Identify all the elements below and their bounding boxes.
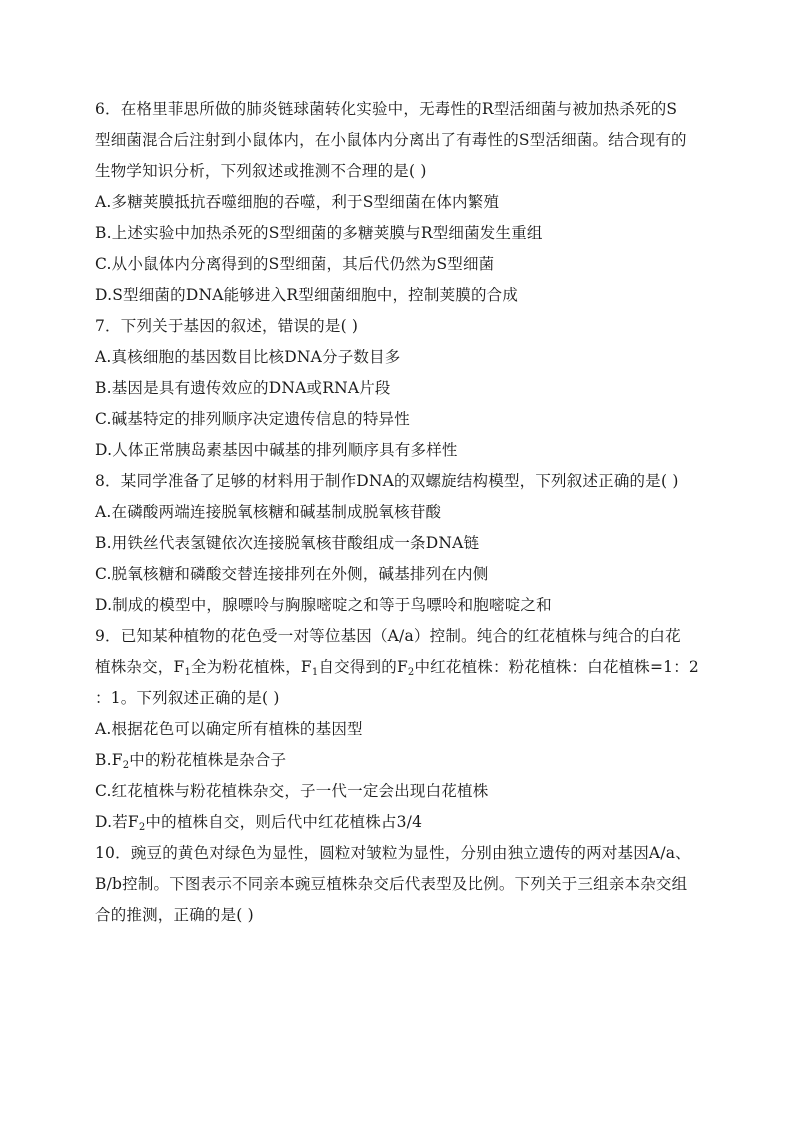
q8-option-c: C.脱氧核糖和磷酸交替连接排列在外侧，碱基排列在内侧 [95, 565, 489, 583]
q6-stem-line-1: 6．在格里菲思所做的肺炎链球菌转化实验中，无毒性的R型活细菌与被加热杀死的S [95, 100, 678, 118]
q6-stem-line-2: 型细菌混合后注射到小鼠体内，在小鼠体内分离出了有毒性的S型活细菌。结合现有的 [95, 131, 687, 149]
q6-option-b: B.上述实验中加热杀死的S型细菌的多糖荚膜与R型细菌发生重组 [95, 224, 543, 242]
q8-option-b: B.用铁丝代表氢键依次连接脱氧核苷酸组成一条DNA链 [95, 534, 480, 552]
q6-option-c: C.从小鼠体内分离得到的S型细菌，其后代仍然为S型细菌 [95, 255, 495, 273]
q8-option-a: A.在磷酸两端连接脱氧核糖和碱基制成脱氧核苷酸 [95, 503, 442, 521]
subscript: 2 [122, 760, 130, 771]
q9-d-part-b: 中的植株自交，则后代中红花植株占3/4 [145, 813, 423, 831]
q9-stem-line-2 [95, 657, 699, 677]
q9-option-b [95, 750, 286, 770]
q9-stem-line-3: ：1。下列叙述正确的是( ) [95, 689, 280, 707]
q9-option-a: A.根据花色可以确定所有植株的基因型 [95, 720, 363, 738]
q9-stem-line-1: 9．已知某种植物的花色受一对等位基因（A/a）控制。纯合的红花植株与纯合的白花 [95, 627, 681, 645]
q9-l2-part-b: 全为粉花植株，F [191, 658, 312, 676]
q9-option-d [95, 812, 422, 832]
q7-option-d: D.人体正常胰岛素基因中碱基的排列顺序具有多样性 [95, 441, 458, 459]
q10-stem-line-2: B/b控制。下图表示不同亲本豌豆植株杂交后代表型及比例。下列关于三组亲本杂交组 [95, 875, 688, 893]
q7-option-b: B.基因是具有遗传效应的DNA或RNA片段 [95, 379, 391, 397]
subscript: 1 [184, 667, 192, 678]
q9-option-c: C.红花植株与粉花植株杂交，子一代一定会出现白花植株 [95, 782, 489, 800]
q6-stem-line-3: 生物学知识分析，下列叙述或推测不合理的是( ) [95, 162, 427, 180]
subscript: 2 [407, 667, 415, 678]
subscript: 2 [138, 822, 146, 833]
q9-b-part-a: B.F [95, 751, 123, 769]
q8-stem: 8．某同学准备了足够的材料用于制作DNA的双螺旋结构模型，下列叙述正确的是( ) [95, 472, 679, 490]
q7-stem: 7．下列关于基因的叙述，错误的是( ) [95, 317, 359, 335]
q10-stem-line-3: 合的推测，正确的是( ) [95, 906, 254, 924]
q6-option-d: D.S型细菌的DNA能够进入R型细菌细胞中，控制荚膜的合成 [95, 286, 519, 304]
q6-option-a: A.多糖荚膜抵抗吞噬细胞的吞噬，利于S型细菌在体内繁殖 [95, 193, 500, 211]
q9-l2-part-a: 植株杂交，F [95, 658, 185, 676]
q8-option-d: D.制成的模型中，腺嘌呤与胸腺嘧啶之和等于鸟嘌呤和胞嘧啶之和 [95, 596, 552, 614]
q9-d-part-a: D.若F [95, 813, 139, 831]
q7-option-c: C.碱基特定的排列顺序决定遗传信息的特异性 [95, 410, 410, 428]
q7-option-a: A.真核细胞的基因数目比核DNA分子数目多 [95, 348, 401, 366]
q9-b-part-b: 中的粉花植株是杂合子 [129, 751, 287, 769]
subscript: 1 [311, 667, 319, 678]
q9-l2-part-d: 中红花植株：粉花植株：白花植株=1：2 [414, 658, 699, 676]
q10-stem-line-1: 10．豌豆的黄色对绿色为显性，圆粒对皱粒为显性，分别由独立遗传的两对基因A/a、 [95, 844, 691, 862]
q9-l2-part-c: 自交得到的F [318, 658, 408, 676]
